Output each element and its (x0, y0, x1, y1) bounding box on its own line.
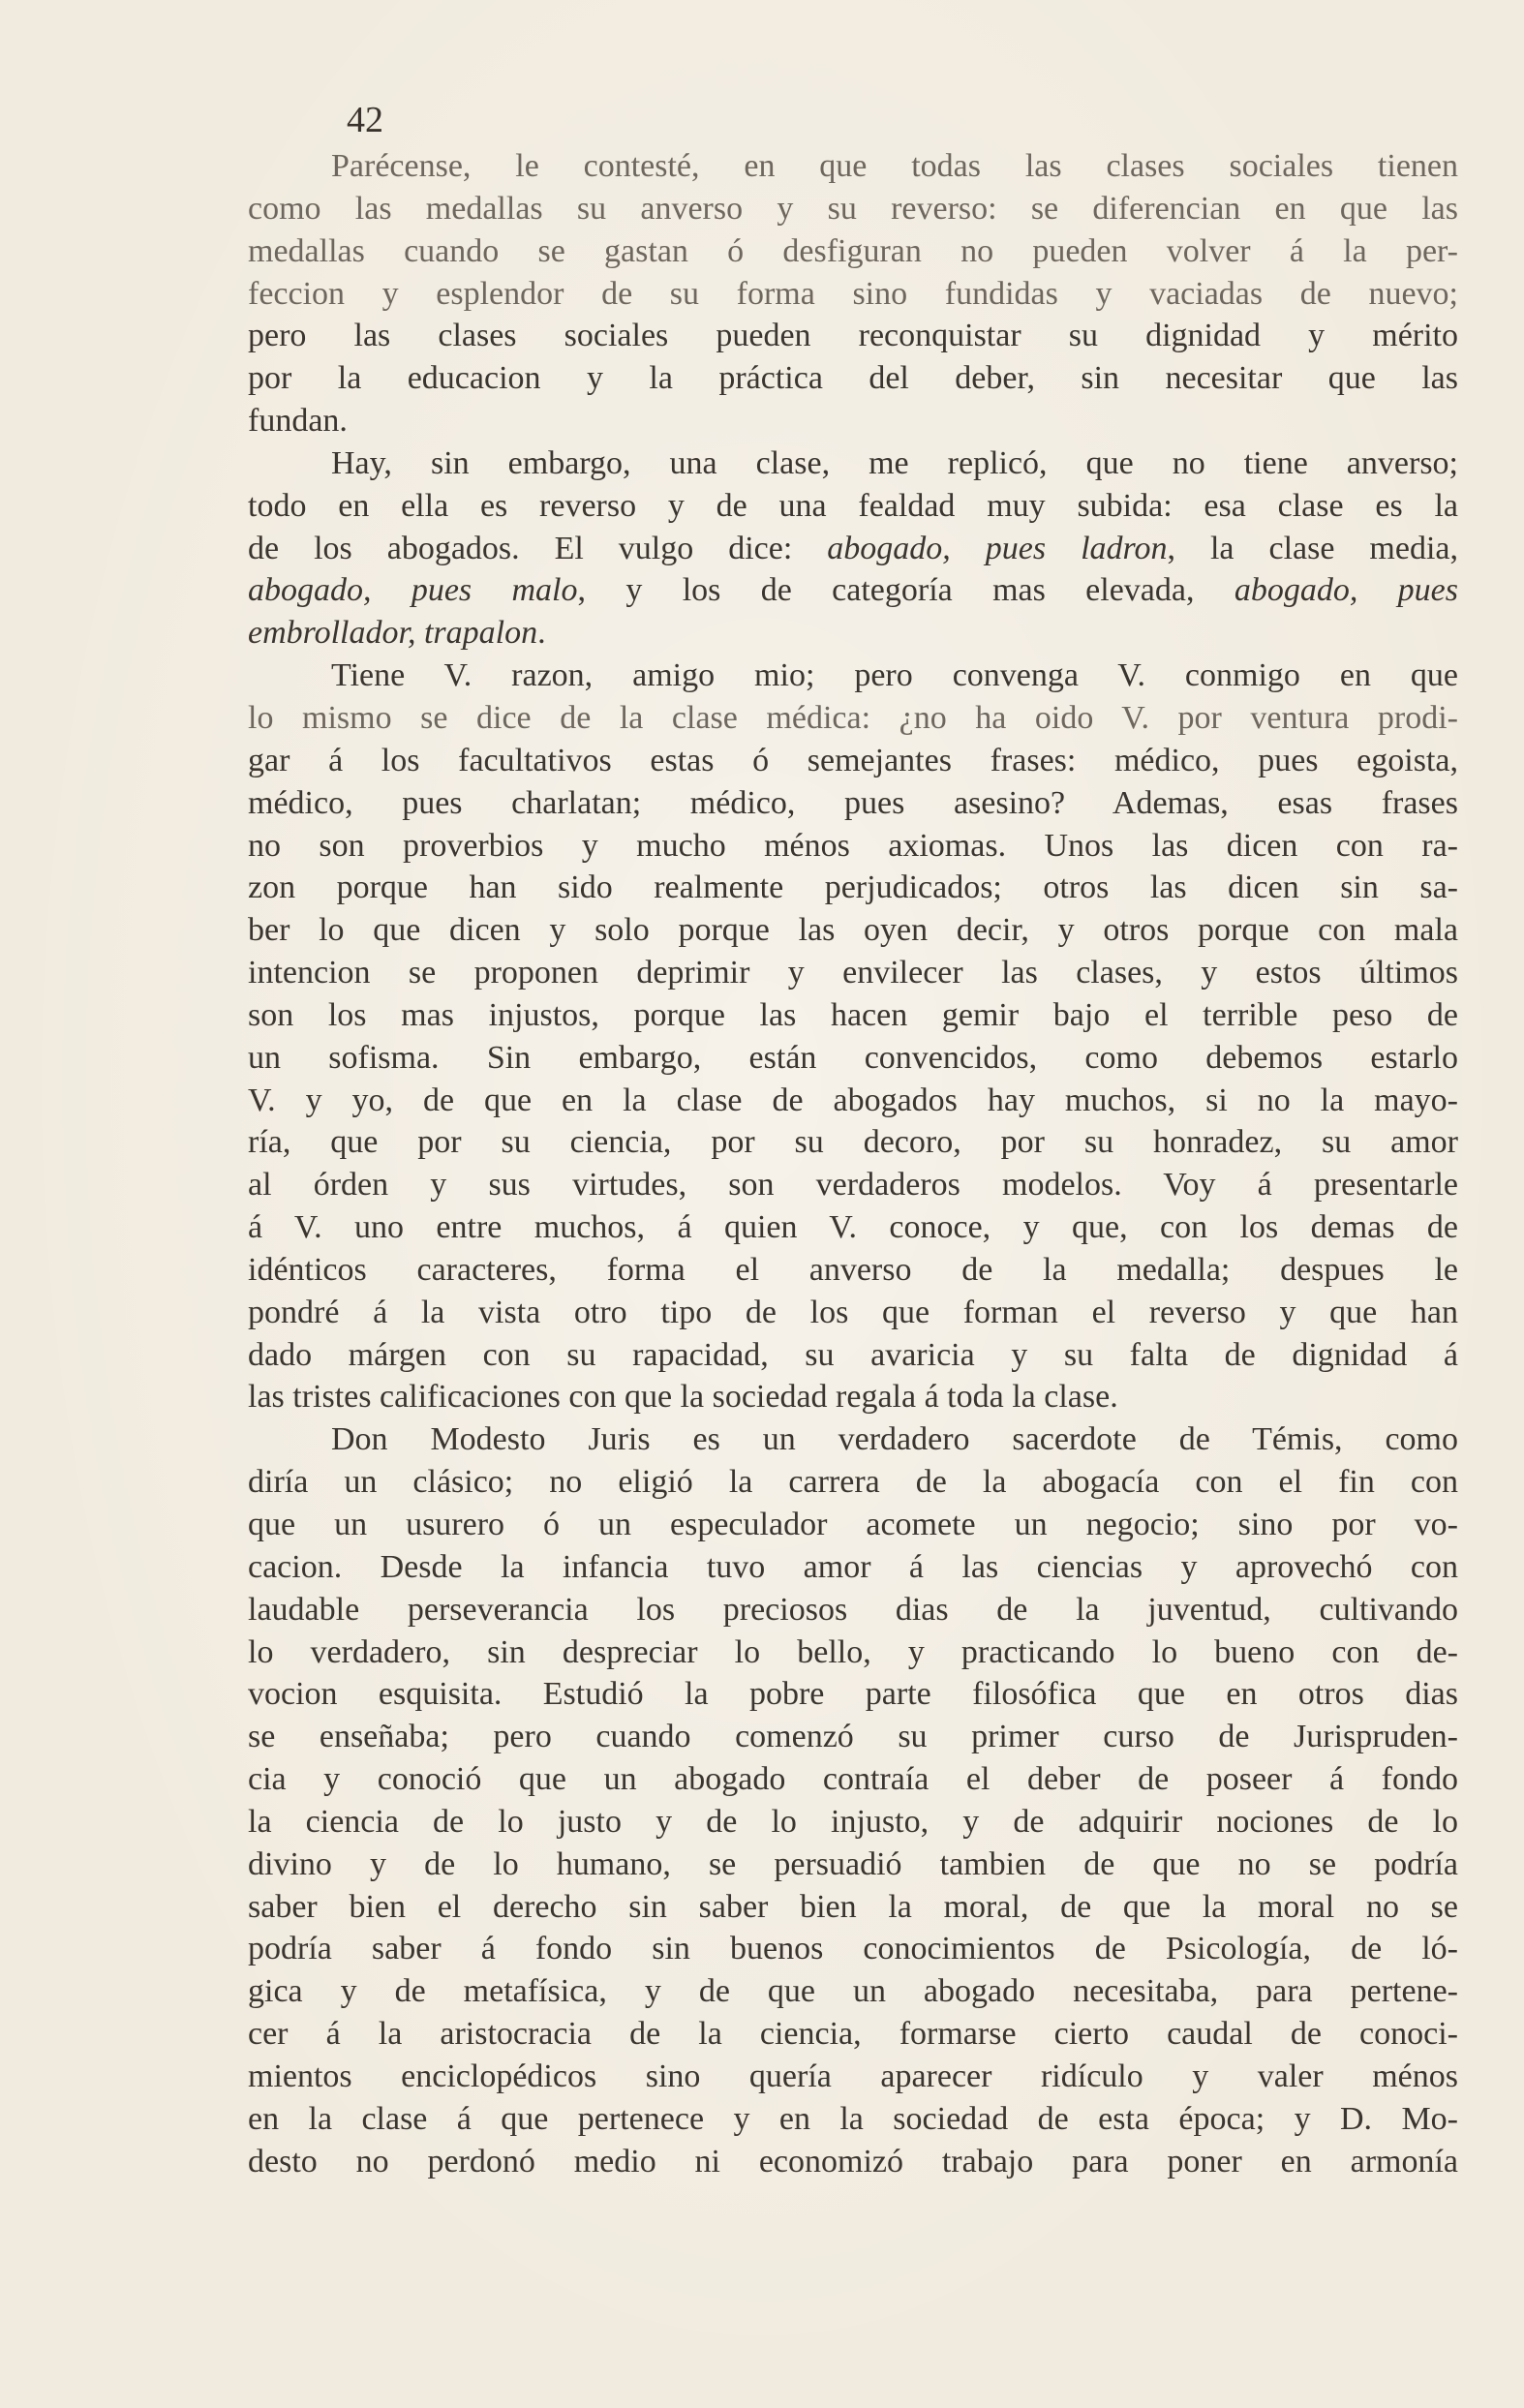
text-line: saber bien el derecho sin saber bien la moral, de que la moral no se (248, 1888, 1458, 1925)
text-line: pondré á la vista otro tipo de los que forman el reverso y que han (248, 1294, 1458, 1330)
text-line: de los abogados. El vulgo dice: abogado, pues ladron, la clase media, (248, 530, 1458, 566)
text-line: por la educacion y la práctica del deber, sin necesitar que las (248, 360, 1458, 397)
text-line: no son proverbios y mucho ménos axiomas. Unos las dicen con ra- (248, 827, 1458, 864)
page-number: 42 (347, 100, 383, 140)
text-line: todo en ella es reverso y de una fealdad muy subida: esa clase es la (248, 487, 1458, 524)
text-line: médico, pues charlatan; médico, pues asesino? Ademas, esas frases (248, 784, 1458, 821)
text-line: intencion se proponen deprimir y envilecer las clases, y estos últimos (248, 955, 1458, 991)
text-line: cer á la aristocracia de la ciencia, formarse cierto caudal de conoci- (248, 2016, 1458, 2053)
text-line: diría un clásico; no eligió la carrera de la abogacía con el fin con (248, 1464, 1458, 1501)
text-line: V. y yo, de que en la clase de abogados hay muchos, si no la mayo- (248, 1082, 1458, 1118)
text-line: zon porque han sido realmente perjudicados; otros las dicen sin sa- (248, 869, 1458, 906)
text-line: un sofisma. Sin embargo, están convencidos, como debemos estarlo (248, 1039, 1458, 1076)
text-line: feccion y esplendor de su forma sino fundidas y vaciadas de nuevo; (248, 275, 1458, 312)
text-line: lo mismo se dice de la clase médica: ¿no ha oido V. por ventura prodi- (248, 699, 1458, 736)
text-line: divino y de lo humano, se persuadió tambien de que no se podría (248, 1845, 1458, 1882)
text-line: pero las clases sociales pueden reconquistar su dignidad y mérito (248, 318, 1458, 354)
text-line: que un usurero ó un especulador acomete un negocio; sino por vo- (248, 1507, 1458, 1542)
text-line: gar á los facultativos estas ó semejantes frases: médico, pues egoista, (248, 742, 1458, 778)
text-line: desto no perdonó medio ni economizó trabajo para poner en armonía (248, 2143, 1458, 2179)
text-line: embrollador, trapalon. (248, 615, 546, 652)
body-text (248, 145, 1458, 2183)
text-line: dado márgen con su rapacidad, su avaricia y su falta de dignidad á (248, 1336, 1458, 1373)
text-line: la ciencia de lo justo y de lo injusto, y de adquirir nociones de lo (248, 1803, 1458, 1840)
text-line: Don Modesto Juris es un verdadero sacerdote de Témis, como (331, 1421, 1458, 1458)
text-line: abogado, pues malo, y los de categoría mas elevada, abogado, pues (248, 572, 1458, 609)
text-line: en la clase á que pertenece y en la sociedad de esta época; y D. Mo- (248, 2100, 1458, 2137)
text-line: cacion. Desde la infancia tuvo amor á las ciencias y aprovechó con (248, 1548, 1458, 1585)
text-line: como las medallas su anverso y su reverso: se diferencian en que las (248, 190, 1458, 227)
text-line: laudable perseverancia los preciosos dias de la juventud, cultivando (248, 1591, 1458, 1628)
text-line: ber lo que dicen y solo porque las oyen decir, y otros porque con mala (248, 912, 1458, 949)
text-line: gica y de metafísica, y de que un abogado necesitaba, para pertene- (248, 1973, 1458, 2010)
text-line: las tristes calificaciones con que la sociedad regala á toda la clase. (248, 1379, 1118, 1416)
text-line: se enseñaba; pero cuando comenzó su primer curso de Jurispruden- (248, 1719, 1458, 1755)
text-line: cia y conoció que un abogado contraía el deber de poseer á fondo (248, 1761, 1458, 1798)
text-line: al órden y sus virtudes, son verdaderos modelos. Voy á presentarle (248, 1167, 1458, 1204)
text-line: medallas cuando se gastan ó desfiguran no pueden volver á la per- (248, 232, 1458, 269)
text-line: Parécense, le contesté, en que todas las clases sociales tienen (331, 148, 1458, 184)
text-line: Tiene V. razon, amigo mio; pero convenga V. conmigo en que (331, 657, 1458, 694)
text-line: fundan. (248, 403, 348, 440)
text-line: ría, que por su ciencia, por su decoro, por su honradez, su amor (248, 1124, 1458, 1161)
text-line: podría saber á fondo sin buenos conocimientos de Psicología, de ló- (248, 1931, 1458, 1967)
text-line: lo verdadero, sin despreciar lo bello, y practicando lo bueno con de- (248, 1633, 1458, 1670)
text-line: vocion esquisita. Estudió la pobre parte filosófica que en otros dias (248, 1676, 1458, 1713)
text-line: á V. uno entre muchos, á quien V. conoce, y que, con los demas de (248, 1209, 1458, 1246)
text-line: Hay, sin embargo, una clase, me replicó, que no tiene anverso; (331, 444, 1458, 481)
text-line: son los mas injustos, porque las hacen gemir bajo el terrible peso de (248, 996, 1458, 1033)
text-line: mientos enciclopédicos sino quería aparecer ridículo y valer ménos (248, 2057, 1458, 2094)
text-line: idénticos caracteres, forma el anverso de la medalla; despues le (248, 1251, 1458, 1288)
